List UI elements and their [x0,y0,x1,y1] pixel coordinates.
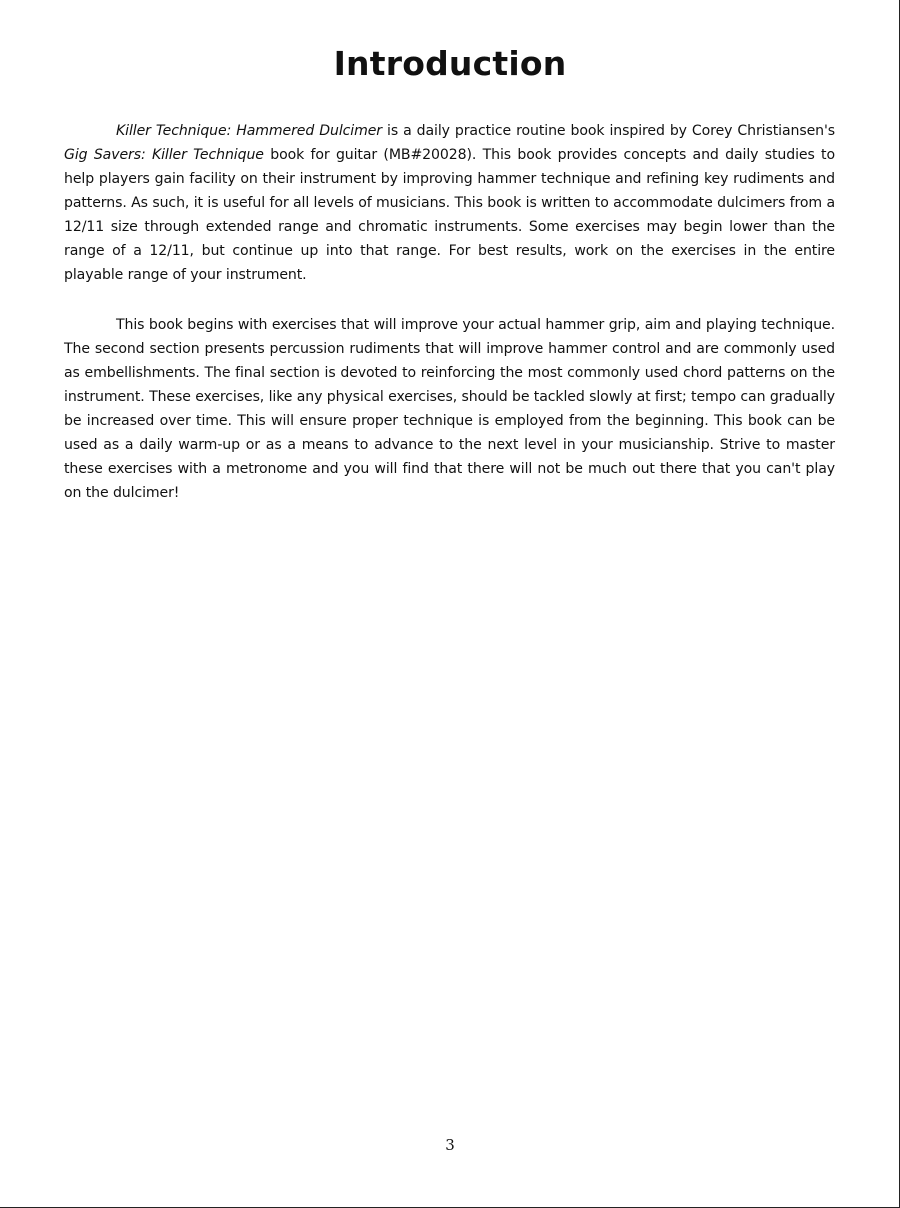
page-number: 3 [445,1136,455,1154]
intro-paragraph-1 [64,119,835,287]
referenced-book-title-italic: Gig Savers: Killer Technique [64,147,264,163]
paragraph-1-text-a: is a daily practice routine book inspired by Corey Christiansen's [382,123,835,139]
page-title: Introduction [333,44,567,83]
intro-paragraph-2 [64,313,835,505]
paragraph-1-text-b: book for guitar (MB#20028). This book provides concepts and daily studies to help players gain facility on their instrument by improving hammer technique and refining key rudiments and patterns. As such, it is useful for all levels of musicians. This book is written to accommodate dulcimers from a 12/11 size through extended range and chromatic instruments. Some exercises may begin lower than the range of a 12/11, but continue up into that range. For best results, work on the exercises in the entire playable range of your instrument. [64,147,835,283]
paragraph-2-text: This book begins with exercises that will improve your actual hammer grip, aim and playing technique. The second section presents percussion rudiments that will improve hammer control and are commonly used as embellishments. The final section is devoted to reinforcing the most commonly used chord patterns on the instrument. These exercises, like any physical exercises, should be tackled slowly at first; tempo can gradually be increased over time. This will ensure proper technique is employed from the beginning. This book can be used as a daily warm-up or as a means to advance to the next level in your musicianship. Strive to master these exercises with a metronome and you will find that there will not be much out there that you can't play on the dulcimer! [64,317,835,501]
book-title-italic: Killer Technique: Hammered Dulcimer [116,123,382,139]
